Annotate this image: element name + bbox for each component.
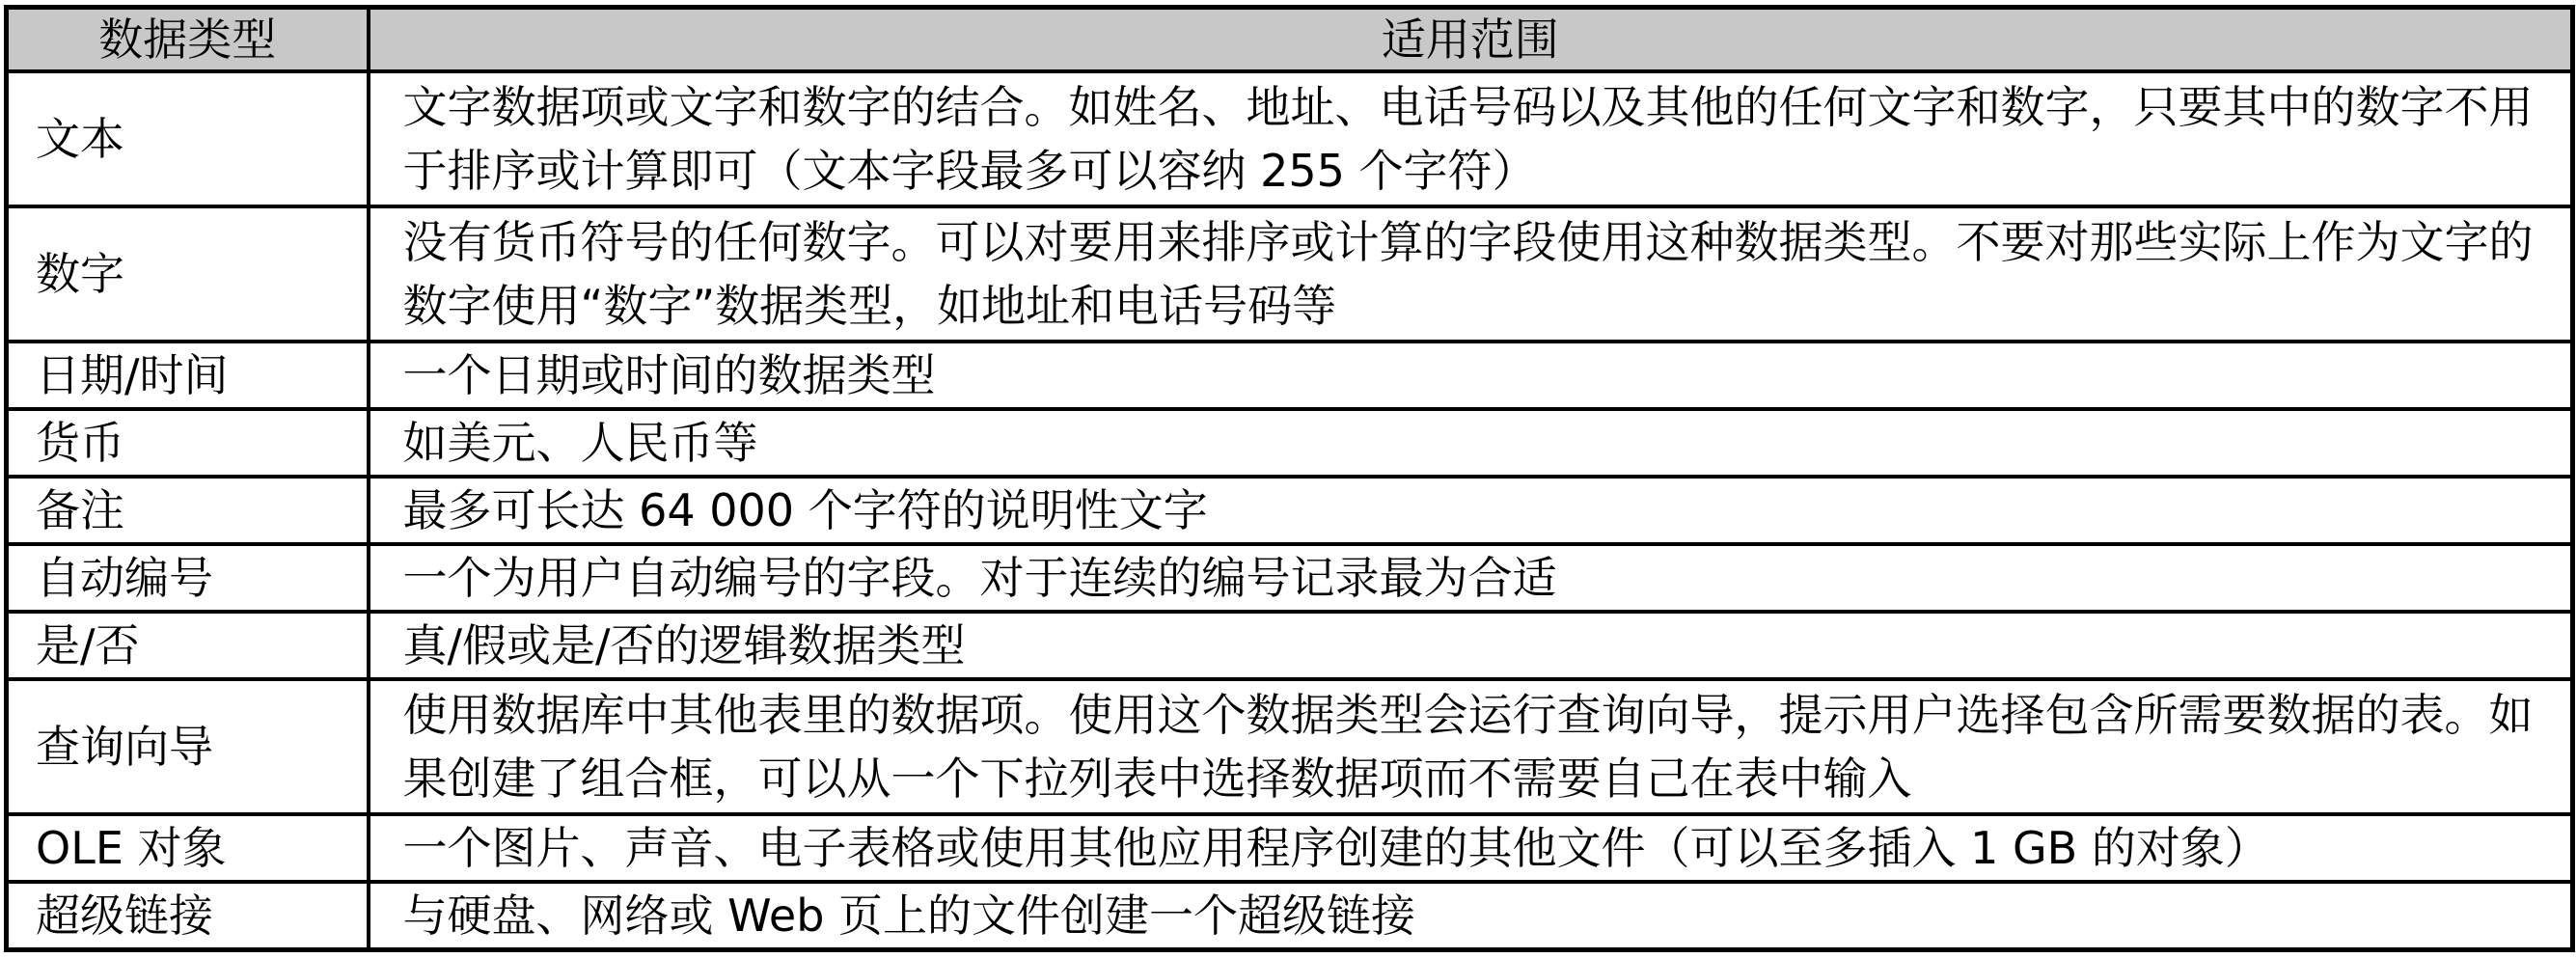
cell-type: 是/否 [7,612,369,679]
cell-type: 货币 [7,409,369,477]
cell-description: 与硬盘、网络或 Web 页上的文件创建一个超级链接 [369,882,2573,950]
cell-description: 如美元、人民币等 [369,409,2573,477]
table-row [7,882,2573,950]
header-scope: 适用范围 [369,8,2573,72]
header-data-type: 数据类型 [7,8,369,72]
table-row [7,612,2573,679]
table-row [7,679,2573,814]
table-row [7,477,2573,544]
table-row [7,544,2573,612]
cell-description: 没有货币符号的任何数字。可以对要用来排序或计算的字段使用这种数据类型。不要对那些实际上作为文字的数字使用“数字”数据类型，如地址和电话号码等 [369,206,2573,342]
cell-description: 一个为用户自动编号的字段。对于连续的编号记录最为合适 [369,544,2573,612]
cell-description: 一个图片、声音、电子表格或使用其他应用程序创建的其他文件（可以至多插入 1 GB 的对象） [369,814,2573,882]
cell-type: 日期/时间 [7,342,369,409]
table-row [7,206,2573,342]
table-body [7,71,2573,950]
cell-description: 真/假或是/否的逻辑数据类型 [369,612,2573,679]
table-row [7,342,2573,409]
cell-description: 最多可长达 64 000 个字符的说明性文字 [369,477,2573,544]
cell-type: 查询向导 [7,679,369,814]
table-header [7,8,2573,72]
cell-type: 备注 [7,477,369,544]
table-row [7,71,2573,206]
cell-description: 一个日期或时间的数据类型 [369,342,2573,409]
cell-type: OLE 对象 [7,814,369,882]
cell-type: 文本 [7,71,369,206]
table-row [7,409,2573,477]
data-type-table [4,5,2575,952]
cell-type: 数字 [7,206,369,342]
cell-description: 使用数据库中其他表里的数据项。使用这个数据类型会运行查询向导，提示用户选择包含所需要数据的表。如果创建了组合框，可以从一个下拉列表中选择数据项而不需要自己在表中输入 [369,679,2573,814]
cell-description: 文字数据项或文字和数字的结合。如姓名、地址、电话号码以及其他的任何文字和数字，只要其中的数字不用于排序或计算即可（文本字段最多可以容纳 255 个字符） [369,71,2573,206]
header-row [7,8,2573,72]
cell-type: 超级链接 [7,882,369,950]
cell-type: 自动编号 [7,544,369,612]
table-row [7,814,2573,882]
